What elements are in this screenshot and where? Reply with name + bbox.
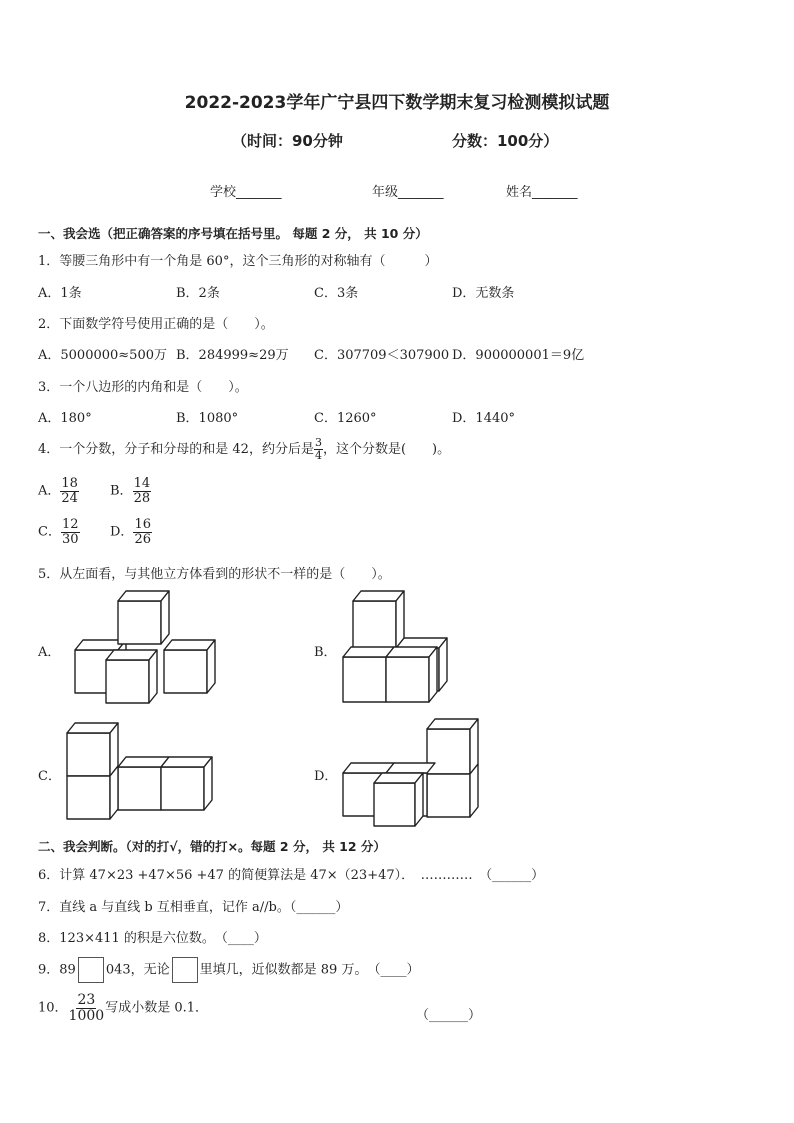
cube-figure-c [67, 723, 212, 819]
section-heading-judge: 二、我会判断。（对的打√，错的打×。每题 2 分， 共 12 分） [38, 839, 386, 854]
question-4-stem-end: ，这个分数是( )。 [322, 442, 451, 457]
question-3-option-d: D．1440° [452, 411, 516, 426]
question-7-text: 7．直线 a 与直线 b 互相垂直，记作 a//b。（______） [38, 900, 349, 915]
question-4-stem: 4．一个分数，分子和分母的和是 42，约分后是 [38, 442, 314, 457]
question-8-text: 8．123×411 的积是六位数。 （____） [38, 931, 267, 946]
question-1-text: 1．等腰三角形中有一个角是 60°，这个三角形的对称轴有（ ） [38, 254, 438, 269]
question-2-text: 2．下面数学符号使用正确的是（ ）。 [38, 317, 274, 332]
cube-figure-b [343, 591, 447, 702]
question-3-option-c: C．1260° [314, 411, 377, 426]
question-10-text: 10． $\frac{23}{1000}$ 写成小数是 0.1． [38, 992, 208, 1024]
exam-time: （时间：90分钟 [232, 132, 343, 150]
question-4-option-c: C． $\frac{12}{30}$ [38, 517, 79, 547]
grade-field: 年级_______ [372, 185, 444, 200]
blank-box [172, 957, 198, 983]
question-1-option-b: B．2条 [176, 286, 220, 301]
question-4-option-a: A． $\frac{18}{24}$ [38, 476, 78, 506]
question-4-option-b: B． $\frac{14}{28}$ [110, 476, 151, 506]
question-6-text: 6．计算 47×23 +47×56 +47 的简便算法是 47×（23+47）． ………… （______） [38, 868, 545, 883]
question-5-option-b: B． [314, 645, 337, 660]
school-field: 学校_______ [210, 185, 282, 200]
fraction-three-quarters: $\frac{3}{4}$ [314, 436, 322, 462]
question-2-option-c: C．307709＜307900 [314, 348, 450, 363]
question-10-answer-blank: （______） [416, 1008, 482, 1023]
question-5-text: 5．从左面看，与其他立方体看到的形状不一样的是（ ）。 [38, 567, 391, 582]
question-2-option-d: D．900000001＝9亿 [452, 348, 585, 363]
question-9-text: 9．89 043，无论 里填几，近似数都是 89 万。 （____） [38, 957, 419, 984]
question-3-text: 3．一个八边形的内角和是（ ）。 [38, 380, 248, 395]
question-5-option-c: C． [38, 769, 61, 784]
page-title: 2022-2023学年广宁县四下数学期末复习检测模拟试题 [184, 93, 610, 113]
cube-figure-a [75, 591, 215, 703]
question-3-option-a: A．180° [38, 411, 92, 426]
cube-figure-d [343, 719, 478, 826]
question-5-option-a: A． [38, 645, 61, 660]
question-1-option-c: C．3条 [314, 286, 359, 301]
question-1-option-d: D．无数条 [452, 286, 515, 301]
question-5-option-d: D． [314, 769, 338, 784]
name-field: 姓名_______ [506, 185, 578, 200]
question-2-option-b: B．284999≈29万 [176, 348, 289, 363]
blank-box [78, 957, 104, 983]
question-3-option-b: B．1080° [176, 411, 239, 426]
question-1-option-a: A．1条 [38, 286, 82, 301]
exam-score: 分数：100分） [452, 132, 559, 150]
section-heading-choice: 一、我会选（把正确答案的序号填在括号里。 每题 2 分， 共 10 分） [38, 226, 428, 241]
question-2-option-a: A．5000000≈500万 [38, 348, 167, 363]
question-4-option-d: D． $\frac{16}{26}$ [110, 517, 151, 547]
